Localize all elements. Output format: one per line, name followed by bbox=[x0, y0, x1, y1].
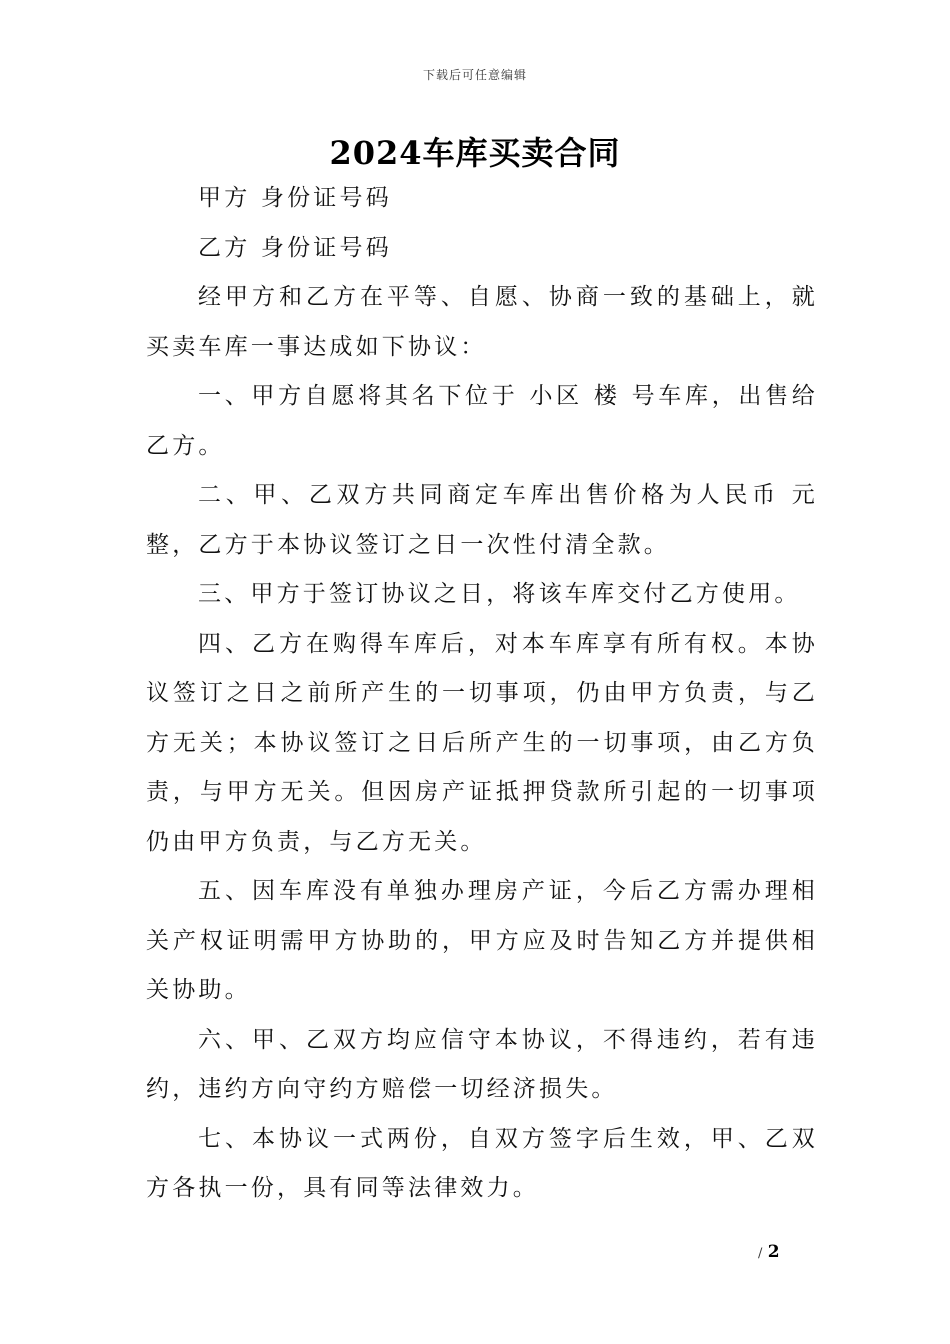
clause-4: 四、乙方在购得车库后，对本车库享有所有权。本协议签订之日之前所产生的一切事项，仍由甲方负责，与乙方无关；本协议签订之日后所产生的一切事项，由乙方负责，与甲方无关。但因房产证抵押贷款所引起的一切事项仍由甲方负责，与乙方无关。 bbox=[146, 630, 818, 855]
clause-3: 三、甲方于签订协议之日，将该车库交付乙方使用。 bbox=[198, 581, 801, 607]
page-number bbox=[758, 1242, 780, 1262]
document-body bbox=[146, 174, 818, 1214]
party-a-line: 甲方 身份证号码 bbox=[198, 185, 392, 211]
clause-6: 六、甲、乙双方均应信守本协议，不得违约，若有违约，违约方向守约方赔偿一切经济损失。 bbox=[146, 1026, 818, 1102]
clause-7: 七、本协议一式两份，自双方签字后生效，甲、乙双方各执一份，具有同等法律效力。 bbox=[146, 1125, 818, 1201]
clause-1: 一、甲方自愿将其名下位于 小区 楼 号车库，出售给乙方。 bbox=[146, 383, 818, 459]
clause-2: 二、甲、乙双方共同商定车库出售价格为人民币 元整，乙方于本协议签订之日一次性付清全款。 bbox=[146, 482, 818, 558]
page-number-total: 2 bbox=[767, 1242, 780, 1262]
document-title: 2024车库买卖合同 bbox=[329, 134, 621, 172]
page-header: 下载后可任意编辑 bbox=[422, 68, 527, 82]
clause-5: 五、因车库没有单独办理房产证，今后乙方需办理相关产权证明需甲方协助的，甲方应及时告知乙方并提供相关协助。 bbox=[146, 878, 818, 1003]
party-b-line: 乙方 身份证号码 bbox=[198, 234, 392, 261]
page-number-slash: / bbox=[758, 1246, 763, 1261]
preamble-paragraph: 经甲方和乙方在平等、自愿、协商一致的基础上，就买卖车库一事达成如下协议： bbox=[146, 284, 818, 360]
